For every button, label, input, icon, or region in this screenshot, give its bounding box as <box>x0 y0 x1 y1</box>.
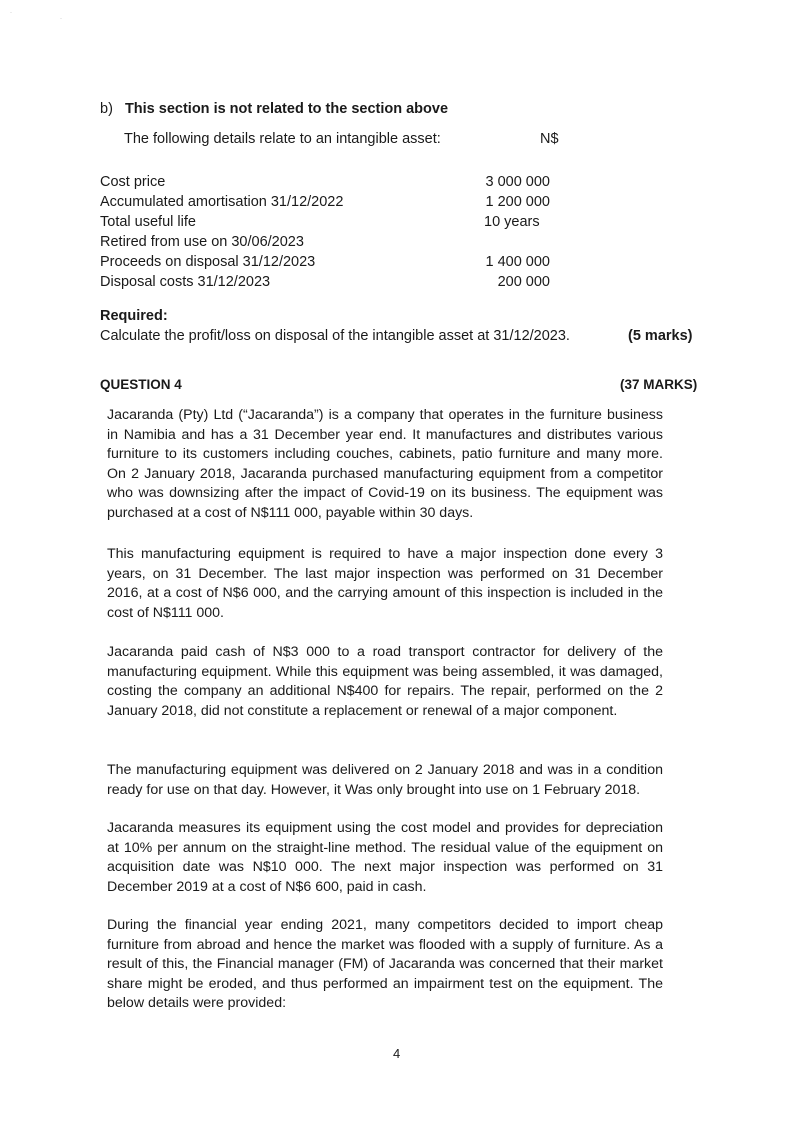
section-b-heading <box>100 101 448 117</box>
scan-artifact: · <box>10 10 12 16</box>
question-title: QUESTION 4 <box>100 377 182 392</box>
item-value: 1 200 000 <box>485 194 550 210</box>
section-title: This section is not related to the section above <box>124 101 449 117</box>
page-number: 4 <box>393 1046 401 1061</box>
section-intro: The following details relate to an intangible asset: <box>124 131 441 147</box>
item-label: Cost price <box>100 174 166 190</box>
item-label: Retired from use on 30/06/2023 <box>100 234 304 250</box>
item-label: Accumulated amortisation 31/12/2022 <box>100 194 344 210</box>
list-item <box>100 232 560 252</box>
paragraph: Jacaranda (Pty) Ltd (“Jacaranda”) is a company that operates in the furniture business in Namibia and has a 31 December year end. It manufactures and distributes various furniture to its customers including couches, cabinets, patio furniture and many more. On 2 January 2018, Jacaranda purchased manufacturing equipment from a competitor who was downsizing after the impact of Covid-19 on its business. The equipment was purchased at a cost of N$111 000, payable within 30 days. <box>107 407 663 521</box>
item-value: 200 000 <box>497 274 550 290</box>
paragraph: Jacaranda measures its equipment using the cost model and provides for depreciation at 10% per annum on the straight-line method. The residual value of the equipment on acquisition date was N$10 000. The next major inspection was performed on 31 December 2019 at a cost of N$6 600, paid in cash. <box>107 820 663 895</box>
required-label: Required: <box>100 308 168 324</box>
list-item <box>100 172 560 192</box>
list-item <box>100 192 560 212</box>
paragraph: During the financial year ending 2021, many competitors decided to import cheap furniture from abroad and hence the market was flooded with a supply of furniture. As a result of this, the Financial manager (FM) of Jacaranda was concerned that their market share might be eroded, and thus performed an impairment test on the equipment. The below details were provided: <box>107 917 663 1012</box>
required-marks: (5 marks) <box>628 328 693 344</box>
list-item <box>100 212 560 232</box>
item-value: 3 000 000 <box>485 174 550 190</box>
item-label: Proceeds on disposal 31/12/2023 <box>100 254 316 270</box>
paragraph: This manufacturing equipment is required to have a major inspection done every 3 years, on 31 December. The last major inspection was performed on 31 December 2016, at a cost of N$6 000, and the carrying amount of this inspection is included in the cost of N$111 000. <box>107 546 663 621</box>
list-item <box>100 252 560 272</box>
scan-artifact: · <box>60 16 62 22</box>
question-marks: (37 MARKS) <box>620 377 698 392</box>
paragraph: The manufacturing equipment was delivered on 2 January 2018 and was in a condition ready for use on that day. However, it Was only brought into use on 1 February 2018. <box>107 762 663 798</box>
asset-details-list <box>100 172 560 292</box>
section-letter: b) <box>100 101 113 117</box>
item-label: Total useful life <box>100 214 196 230</box>
paragraph: Jacaranda paid cash of N$3 000 to a road transport contractor for delivery of the manufacturing equipment. While this equipment was being assembled, it was damaged, costing the company an additional N$400 for repairs. The repair, performed on the 2 January 2018, did not constitute a replacement or renewal of a major component. <box>107 644 663 719</box>
list-item <box>100 272 560 292</box>
item-value: 10 years <box>484 214 540 230</box>
currency-header: N$ <box>540 131 559 147</box>
required-text: Calculate the profit/loss on disposal of the intangible asset at 31/12/2023. <box>100 328 570 344</box>
item-value: 1 400 000 <box>485 254 550 270</box>
item-label: Disposal costs 31/12/2023 <box>100 274 271 290</box>
